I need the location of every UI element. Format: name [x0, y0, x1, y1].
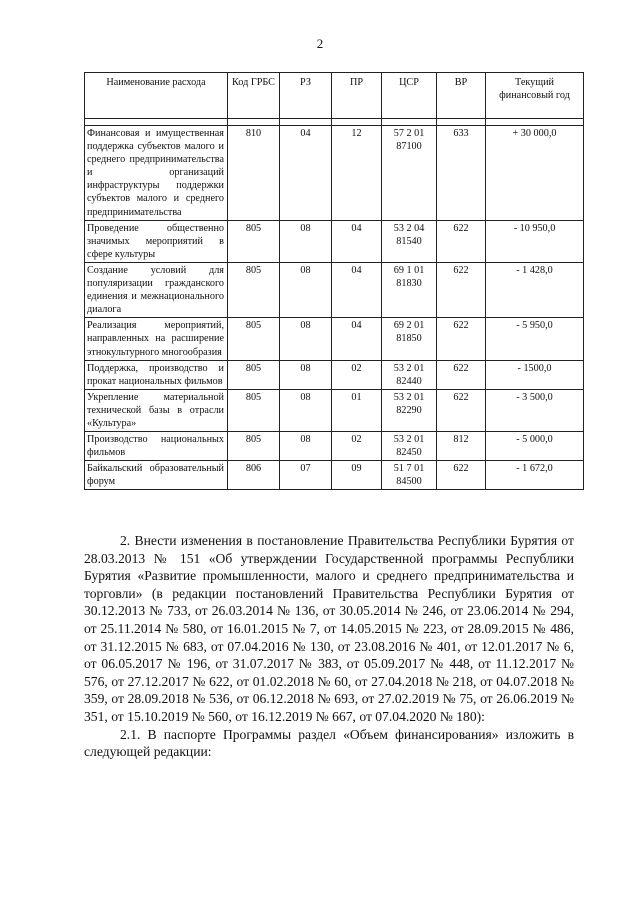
row-vr: 622	[437, 262, 486, 317]
row-vr: 633	[437, 126, 486, 221]
table-row	[85, 318, 584, 360]
row-grbs-code: 805	[228, 432, 280, 461]
row-pr: 04	[332, 220, 382, 262]
row-grbs-code: 810	[228, 126, 280, 221]
row-expense-name: Реализация мероприятий, направленных на расширение этнокультурного многообразия	[85, 318, 228, 360]
row-grbs-code: 805	[228, 360, 280, 389]
row-grbs-code: 805	[228, 389, 280, 431]
table-row	[85, 389, 584, 431]
row-vr: 622	[437, 461, 486, 490]
row-csr: 53 2 01 82290	[382, 389, 437, 431]
row-pr: 09	[332, 461, 382, 490]
header-current-year: Текущий финансовый год	[486, 73, 584, 119]
header-grbs-code: Код ГРБС	[228, 73, 280, 119]
row-vr: 622	[437, 220, 486, 262]
row-pr: 04	[332, 318, 382, 360]
row-csr: 69 1 01 81830	[382, 262, 437, 317]
table-row	[85, 360, 584, 389]
expense-table	[84, 72, 584, 490]
row-csr: 53 2 01 82440	[382, 360, 437, 389]
row-rz: 08	[280, 220, 332, 262]
row-amount: - 1 672,0	[486, 461, 584, 490]
row-rz: 08	[280, 360, 332, 389]
row-expense-name: Байкальский образовательный форум	[85, 461, 228, 490]
row-vr: 622	[437, 389, 486, 431]
header-vr: ВР	[437, 73, 486, 119]
table-row	[85, 126, 584, 221]
row-pr: 01	[332, 389, 382, 431]
header-rz: РЗ	[280, 73, 332, 119]
row-grbs-code: 805	[228, 318, 280, 360]
row-grbs-code: 805	[228, 220, 280, 262]
row-amount: - 1 428,0	[486, 262, 584, 317]
row-expense-name: Проведение общественно значимых мероприятий в сфере культуры	[85, 220, 228, 262]
row-rz: 08	[280, 432, 332, 461]
row-vr: 622	[437, 318, 486, 360]
row-expense-name: Финансовая и имущественная поддержка субъектов малого и среднего предпринимательства и организаций инфраструктуры поддержки субъектов малого и среднего предпринимательства	[85, 126, 228, 221]
row-csr: 51 7 01 84500	[382, 461, 437, 490]
row-pr: 02	[332, 360, 382, 389]
row-grbs-code: 805	[228, 262, 280, 317]
row-amount: + 30 000,0	[486, 126, 584, 221]
row-csr: 53 2 04 81540	[382, 220, 437, 262]
header-pr: ПР	[332, 73, 382, 119]
header-csr: ЦСР	[382, 73, 437, 119]
page-number: 2	[316, 36, 324, 51]
body-text	[84, 532, 574, 761]
table-spacer-row	[85, 119, 584, 126]
row-csr: 57 2 01 87100	[382, 126, 437, 221]
row-rz: 04	[280, 126, 332, 221]
row-amount: - 5 950,0	[486, 318, 584, 360]
row-rz: 08	[280, 262, 332, 317]
row-expense-name: Создание условий для популяризации гражданского единения и межнационального диалога	[85, 262, 228, 317]
row-amount: - 1500,0	[486, 360, 584, 389]
row-expense-name: Укрепление материальной технической базы в отрасли «Культура»	[85, 389, 228, 431]
row-amount: - 5 000,0	[486, 432, 584, 461]
row-vr: 812	[437, 432, 486, 461]
table-row	[85, 461, 584, 490]
row-csr: 69 2 01 81850	[382, 318, 437, 360]
row-amount: - 10 950,0	[486, 220, 584, 262]
row-pr: 04	[332, 262, 382, 317]
paragraph-amendment: 2. Внести изменения в постановление Правительства Республики Бурятия от 28.03.2013 № 151 «Об утверждении Государственной программы Республики Бурятия «Развитие промышленности, малого и среднего предпринимательства и торговли» (в редакции постановлений Правительства Республики Бурятия от 30.12.2013 № 733, от 26.03.2014 № 136, от 30.05.2014 № 246, от 23.06.2014 № 294, от 25.11.2014 № 580, от 16.01.2015 № 7, от 14.05.2015 № 223, от 28.09.2015 № 486, от 31.12.2015 № 683, от 07.04.2016 № 130, от 23.08.2016 № 401, от 12.01.2017 № 6, от 06.05.2017 № 196, от 31.07.2017 № 383, от 05.09.2017 № 448, от 11.12.2017 № 576, от 27.12.2017 № 622, от 01.02.2018 № 60, от 27.04.2018 № 218, от 04.07.2018 № 359, от 28.09.2018 № 536, от 06.12.2018 № 693, от 27.02.2019 № 75, от 26.06.2019 № 351, от 15.10.2019 № 560, от 16.12.2019 № 667, от 07.04.2020 № 180):	[84, 533, 574, 724]
table-row	[85, 432, 584, 461]
table-row	[85, 220, 584, 262]
row-csr: 53 2 01 82450	[382, 432, 437, 461]
row-rz: 08	[280, 318, 332, 360]
paragraph-passport: 2.1. В паспорте Программы раздел «Объем финансирования» изложить в следующей редакции:	[84, 726, 574, 760]
table-header-row	[85, 73, 584, 119]
row-vr: 622	[437, 360, 486, 389]
row-expense-name: Производство национальных фильмов	[85, 432, 228, 461]
row-rz: 08	[280, 389, 332, 431]
row-expense-name: Поддержка, производство и прокат национальных фильмов	[85, 360, 228, 389]
table-row	[85, 262, 584, 317]
row-amount: - 3 500,0	[486, 389, 584, 431]
row-rz: 07	[280, 461, 332, 490]
row-pr: 02	[332, 432, 382, 461]
row-pr: 12	[332, 126, 382, 221]
header-expense-name: Наименование расхода	[85, 73, 228, 119]
row-grbs-code: 806	[228, 461, 280, 490]
